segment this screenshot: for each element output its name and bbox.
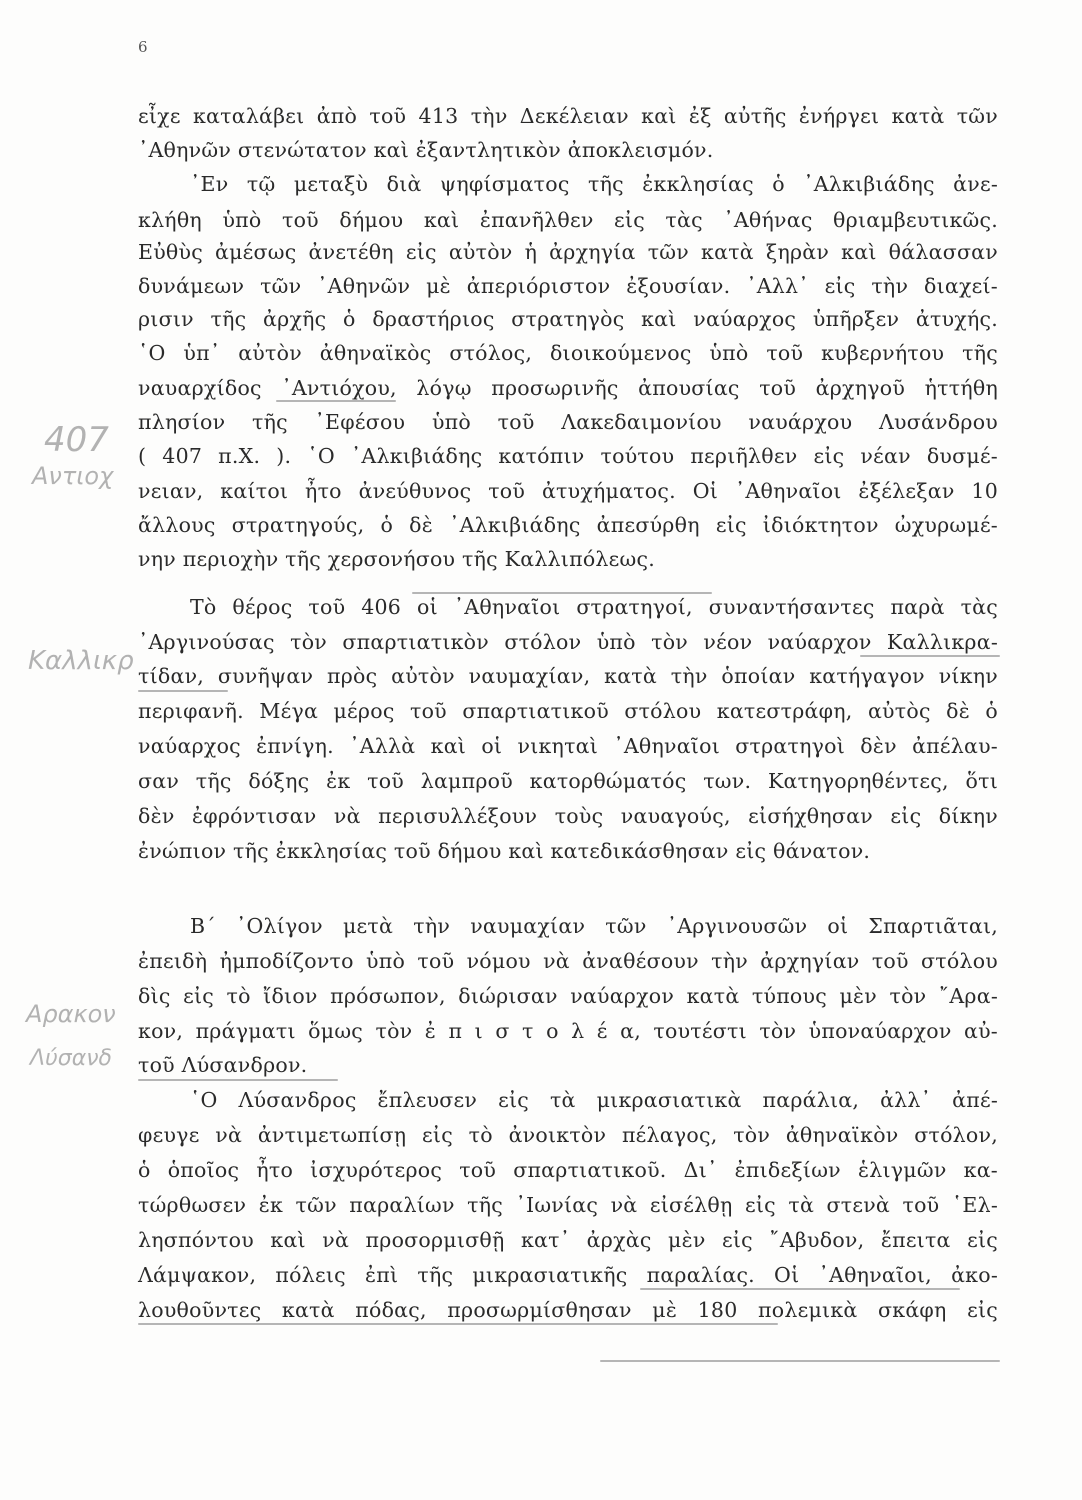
text-line: σαν τῆς δόξης ἐκ τοῦ λαμπροῦ κατορθώματός των. Κατηγορηθέντες, ὅτι <box>138 769 998 793</box>
text-line: Εὐθὺς ἀμέσως ἀνετέθη εἰς αὐτὸν ἡ ἀρχηγία τῶν κατὰ ξηρὰν καὶ θάλασσαν <box>138 240 998 264</box>
text-line: δὲν ἐφρόντισαν νὰ περισυλλέξουν τοὺς ναυαγούς, εἰσήχθησαν εἰς δίκην <box>138 804 998 828</box>
text-line: ᾿Αργινούσας τὸν σπαρτιατικὸν στόλον ὑπὸ τὸν νέον ναύαρχον Καλλικρα- <box>138 630 998 654</box>
text-line: εἶχε καταλάβει ἀπὸ τοῦ 413 τὴν Δεκέλειαν καὶ ἐξ αὐτῆς ἐνήργει κατὰ τῶν <box>138 104 998 128</box>
text-line: ρισιν τῆς ἀρχῆς ὁ δραστήριος στρατηγὸς καὶ ναύαρχος ὑπῆρξεν ἀτυχής. <box>138 307 998 331</box>
text-line: λησπόντου καὶ νὰ προσορμισθῇ κατ᾿ ἀρχὰς μὲν εἰς ῎Αβυδον, ἔπειτα εἰς <box>138 1228 998 1252</box>
text-line: κλήθη ὑπὸ τοῦ δήμου καὶ ἐπανῆλθεν εἰς τὰς ᾿Αθήνας θριαμβευτικῶς. <box>138 208 998 232</box>
page-number: 6 <box>138 38 148 56</box>
text-line: φευγε νὰ ἀντιμετωπίσῃ εἰς τὸ ἀνοικτὸν πέλαγος, τὸν ἀθηναϊκὸν στόλον, <box>138 1123 998 1147</box>
text-line: κον, πράγματι ὅμως τὸν ἐ π ι σ τ ο λ έ α, τουτέστι τὸν ὑποναύαρχον αὐ- <box>138 1019 998 1043</box>
text-line: Τὸ θέρος τοῦ 406 οἱ ᾿Αθηναῖοι στρατηγοί, συναντήσαντες παρὰ τὰς <box>190 595 998 619</box>
margin-note-antiochos: Αντιοχ <box>32 462 114 490</box>
text-line: ἄλλους στρατηγούς, ὁ δὲ ᾿Αλκιβιάδης ἀπεσύρθη εἰς ἰδιόκτητον ὠχυρωμέ- <box>138 513 998 537</box>
text-line: τοῦ Λύσανδρον. <box>138 1053 308 1077</box>
text-line: τίδαν, συνῆψαν πρὸς αὐτὸν ναυμαχίαν, κατὰ τὴν ὁποίαν κατήγαγον νίκην <box>138 664 998 688</box>
text-line: Β΄ ᾿Ολίγον μετὰ τὴν ναυμαχίαν τῶν ᾿Αργινουσῶν οἱ Σπαρτιᾶται, <box>190 914 998 938</box>
underline-abydos <box>640 1288 960 1290</box>
underline-antiochos <box>276 400 396 402</box>
underline-kallikratidas <box>860 655 1000 657</box>
text-line: ᾿Εν τῷ μεταξὺ διὰ ψηφίσματος τῆς ἐκκλησίας ὁ ᾿Αλκιβιάδης ἀνε- <box>190 172 998 196</box>
underline-lysandros <box>138 1079 338 1081</box>
text-line: ὁ ὁποῖος ἦτο ἰσχυρότερος τοῦ σπαρτιατικοῦ. Δι᾿ ἐπιδεξίων ἑλιγμῶν κα- <box>138 1158 998 1182</box>
text-line: νειαν, καίτοι ἦτο ἀνεύθυνος τοῦ ἀτυχήματος. Οἱ ᾿Αθηναῖοι ἐξέλεξαν 10 <box>138 479 998 503</box>
text-line: νην περιοχὴν τῆς χερσονήσου τῆς Καλλιπόλεως. <box>138 547 655 571</box>
text-line: ᾿Αθηνῶν στενώτατον καὶ ἐξαντλητικὸν ἀποκλεισμόν. <box>138 138 714 162</box>
underline-kallikratidas-2 <box>138 690 228 692</box>
margin-note-arakos: Αρακον <box>26 1000 116 1028</box>
margin-note-kallikratidas: Καλλικρ <box>28 646 134 676</box>
text-line: ῾Ο ὑπ᾿ αὐτὸν ἀθηναϊκὸς στόλος, διοικούμενος ὑπὸ τοῦ κυβερνήτου τῆς <box>138 341 998 365</box>
underline-lampsakos <box>138 1323 778 1325</box>
text-line: τώρθωσεν ἐκ τῶν παραλίων τῆς ᾿Ιωνίας νὰ εἰσέλθῃ εἰς τὰ στενὰ τοῦ ῾Ελ- <box>138 1193 998 1217</box>
text-line: ῾Ο Λύσανδρος ἔπλευσεν εἰς τὰ μικρασιατικὰ παράλια, ἀλλ᾿ ἀπέ- <box>190 1088 998 1112</box>
margin-note-lysandros: Λύσανδ <box>30 1046 112 1071</box>
text-line: περιφανῆ. Μέγα μέρος τοῦ σπαρτιατικοῦ στόλου κατεστράφη, αὐτὸς δὲ ὁ <box>138 699 998 723</box>
text-line: ( 407 π.Χ. ). ῾Ο ᾿Αλκιβιάδης κατόπιν τούτου περιῆλθεν εἰς νέαν δυσμέ- <box>138 444 998 468</box>
underline-kallipolis <box>412 592 712 594</box>
margin-note-407: 407 <box>44 420 109 460</box>
text-line: δὶς εἰς τὸ ἴδιον πρόσωπον, διώρισαν ναύαρχον κατὰ τύπους μὲν τὸν ῎Αρα- <box>138 984 998 1008</box>
text-line: Λάμψακον, πόλεις ἐπὶ τῆς μικρασιατικῆς παραλίας. Οἱ ᾿Αθηναῖοι, ἀκο- <box>138 1263 998 1287</box>
text-line: ἐνώπιον τῆς ἐκκλησίας τοῦ δήμου καὶ κατεδικάσθησαν εἰς θάνατον. <box>138 839 871 863</box>
underline-180-ships <box>600 1360 1000 1362</box>
text-line: ἐπειδὴ ἠμποδίζοντο ὑπὸ τοῦ νόμου νὰ ἀναθέσουν τὴν ἀρχηγίαν τοῦ στόλου <box>138 949 998 973</box>
text-line: πλησίον τῆς ᾿Εφέσου ὑπὸ τοῦ Λακεδαιμονίου ναυάρχου Λυσάνδρου <box>138 410 998 434</box>
text-line: ναύαρχος ἐπνίγη. ᾿Αλλὰ καὶ οἱ νικηταὶ ᾿Αθηναῖοι στρατηγοὶ δὲν ἀπέλαυ- <box>138 734 998 758</box>
text-line: δυνάμεων τῶν ᾿Αθηνῶν μὲ ἀπεριόριστον ἐξουσίαν. ᾿Αλλ᾿ εἰς τὴν διαχεί- <box>138 274 998 298</box>
text-line: ναυαρχίδος ᾿Αντιόχου, λόγῳ προσωρινῆς ἀπουσίας τοῦ ἀρχηγοῦ ἡττήθη <box>138 376 998 400</box>
text-line: λουθοῦντες κατὰ πόδας, προσωρμίσθησαν μὲ 180 πολεμικὰ σκάφη εἰς <box>138 1298 998 1322</box>
